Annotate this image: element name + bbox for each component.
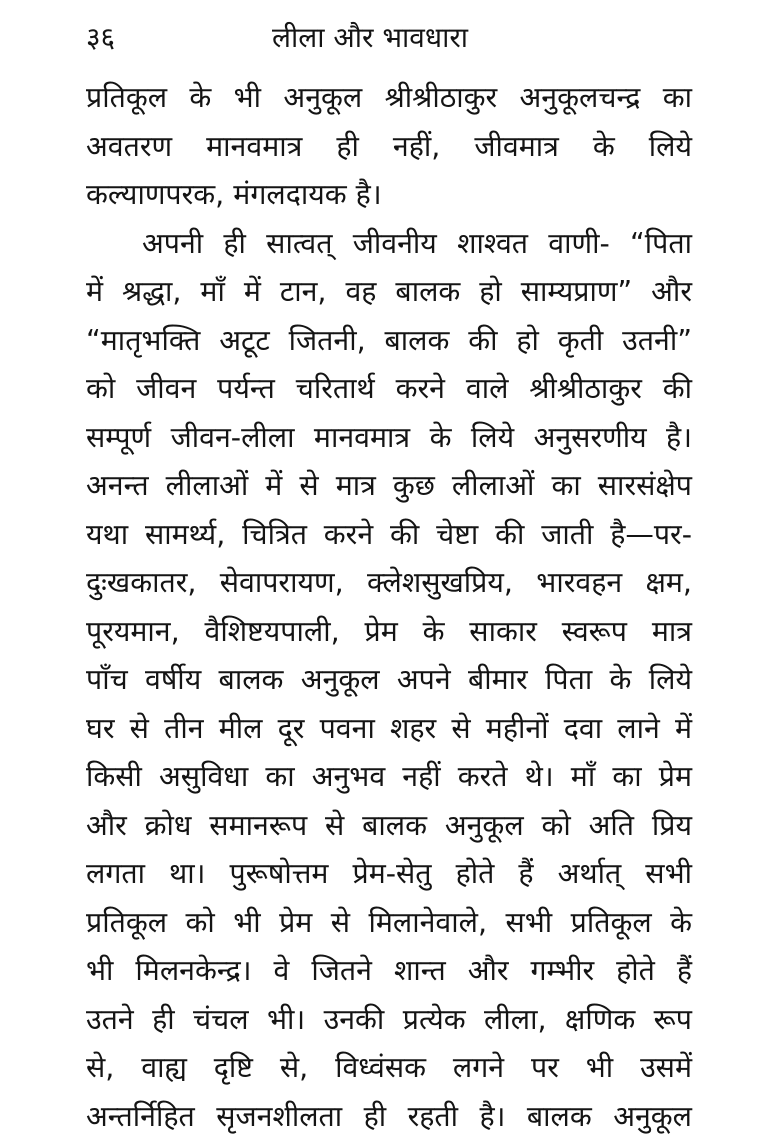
- text-line: सम्पूर्ण जीवन-लीला मानवमात्र के लिये अनुसरणीय है।: [86, 414, 692, 463]
- text-line: अन्तर्निहित सृजनशीलता ही रहती है। बालक अनुकूल: [86, 1093, 692, 1141]
- text-line: लगता था। पुरूषोत्तम प्रेम-सेतु होते हैं अर्थात् सभी: [86, 850, 692, 899]
- text-line: कल्याणपरक, मंगलदायक है।: [86, 171, 692, 220]
- text-line: प्रतिकूल के भी अनुकूल श्रीश्रीठाकुर अनुकूलचन्द्र का: [86, 74, 692, 123]
- text-line: अनन्त लीलाओं में से मात्र कुछ लीलाओं का सारसंक्षेप: [86, 462, 692, 511]
- page-number: ३६: [86, 18, 115, 58]
- paragraph-1: [86, 74, 692, 220]
- text-line: “मातृभक्ति अटूट जितनी, बालक की हो कृती उतनी”: [86, 317, 692, 366]
- page-header: [86, 14, 696, 62]
- paragraph-2: [86, 220, 692, 1141]
- text-line: अवतरण मानवमात्र ही नहीं, जीवमात्र के लिये: [86, 123, 692, 172]
- text-line: पूरयमान, वैशिष्टयपाली, प्रेम के साकार स्वरूप मात्र: [86, 608, 692, 657]
- text-line: भी मिलनकेन्द्र। वे जितने शान्त और गम्भीर होते हैं: [86, 947, 692, 996]
- text-line: को जीवन पर्यन्त चरितार्थ करने वाले श्रीश्रीठाकुर की: [86, 365, 692, 414]
- text-line: घर से तीन मील दूर पवना शहर से महीनों दवा लाने में: [86, 705, 692, 754]
- text-line: पाँच वर्षीय बालक अनुकूल अपने बीमार पिता के लिये: [86, 656, 692, 705]
- running-head: लीला और भावधारा: [272, 18, 468, 58]
- body-text: [86, 74, 692, 1141]
- text-line: और क्रोध समानरूप से बालक अनुकूल को अति प्रिय: [86, 802, 692, 851]
- text-line: किसी असुविधा का अनुभव नहीं करते थे। माँ का प्रेम: [86, 753, 692, 802]
- text-line: उतने ही चंचल भी। उनकी प्रत्येक लीला, क्षणिक रूप: [86, 996, 692, 1045]
- text-line: से, वाह्य दृष्टि से, विध्वंसक लगने पर भी उसमें: [86, 1044, 692, 1093]
- text-line: यथा सामर्थ्य, चित्रित करने की चेष्टा की जाती है—पर-: [86, 511, 692, 560]
- text-line: दुःखकातर, सेवापरायण, क्लेशसुखप्रिय, भारवहन क्षम,: [86, 559, 692, 608]
- text-line: में श्रद्धा, माँ में टान, वह बालक हो साम्यप्राण” और: [86, 268, 692, 317]
- text-line: प्रतिकूल को भी प्रेम से मिलानेवाले, सभी प्रतिकूल के: [86, 899, 692, 948]
- text-line: अपनी ही सात्वत् जीवनीय शाश्वत वाणी- “पिता: [86, 220, 692, 269]
